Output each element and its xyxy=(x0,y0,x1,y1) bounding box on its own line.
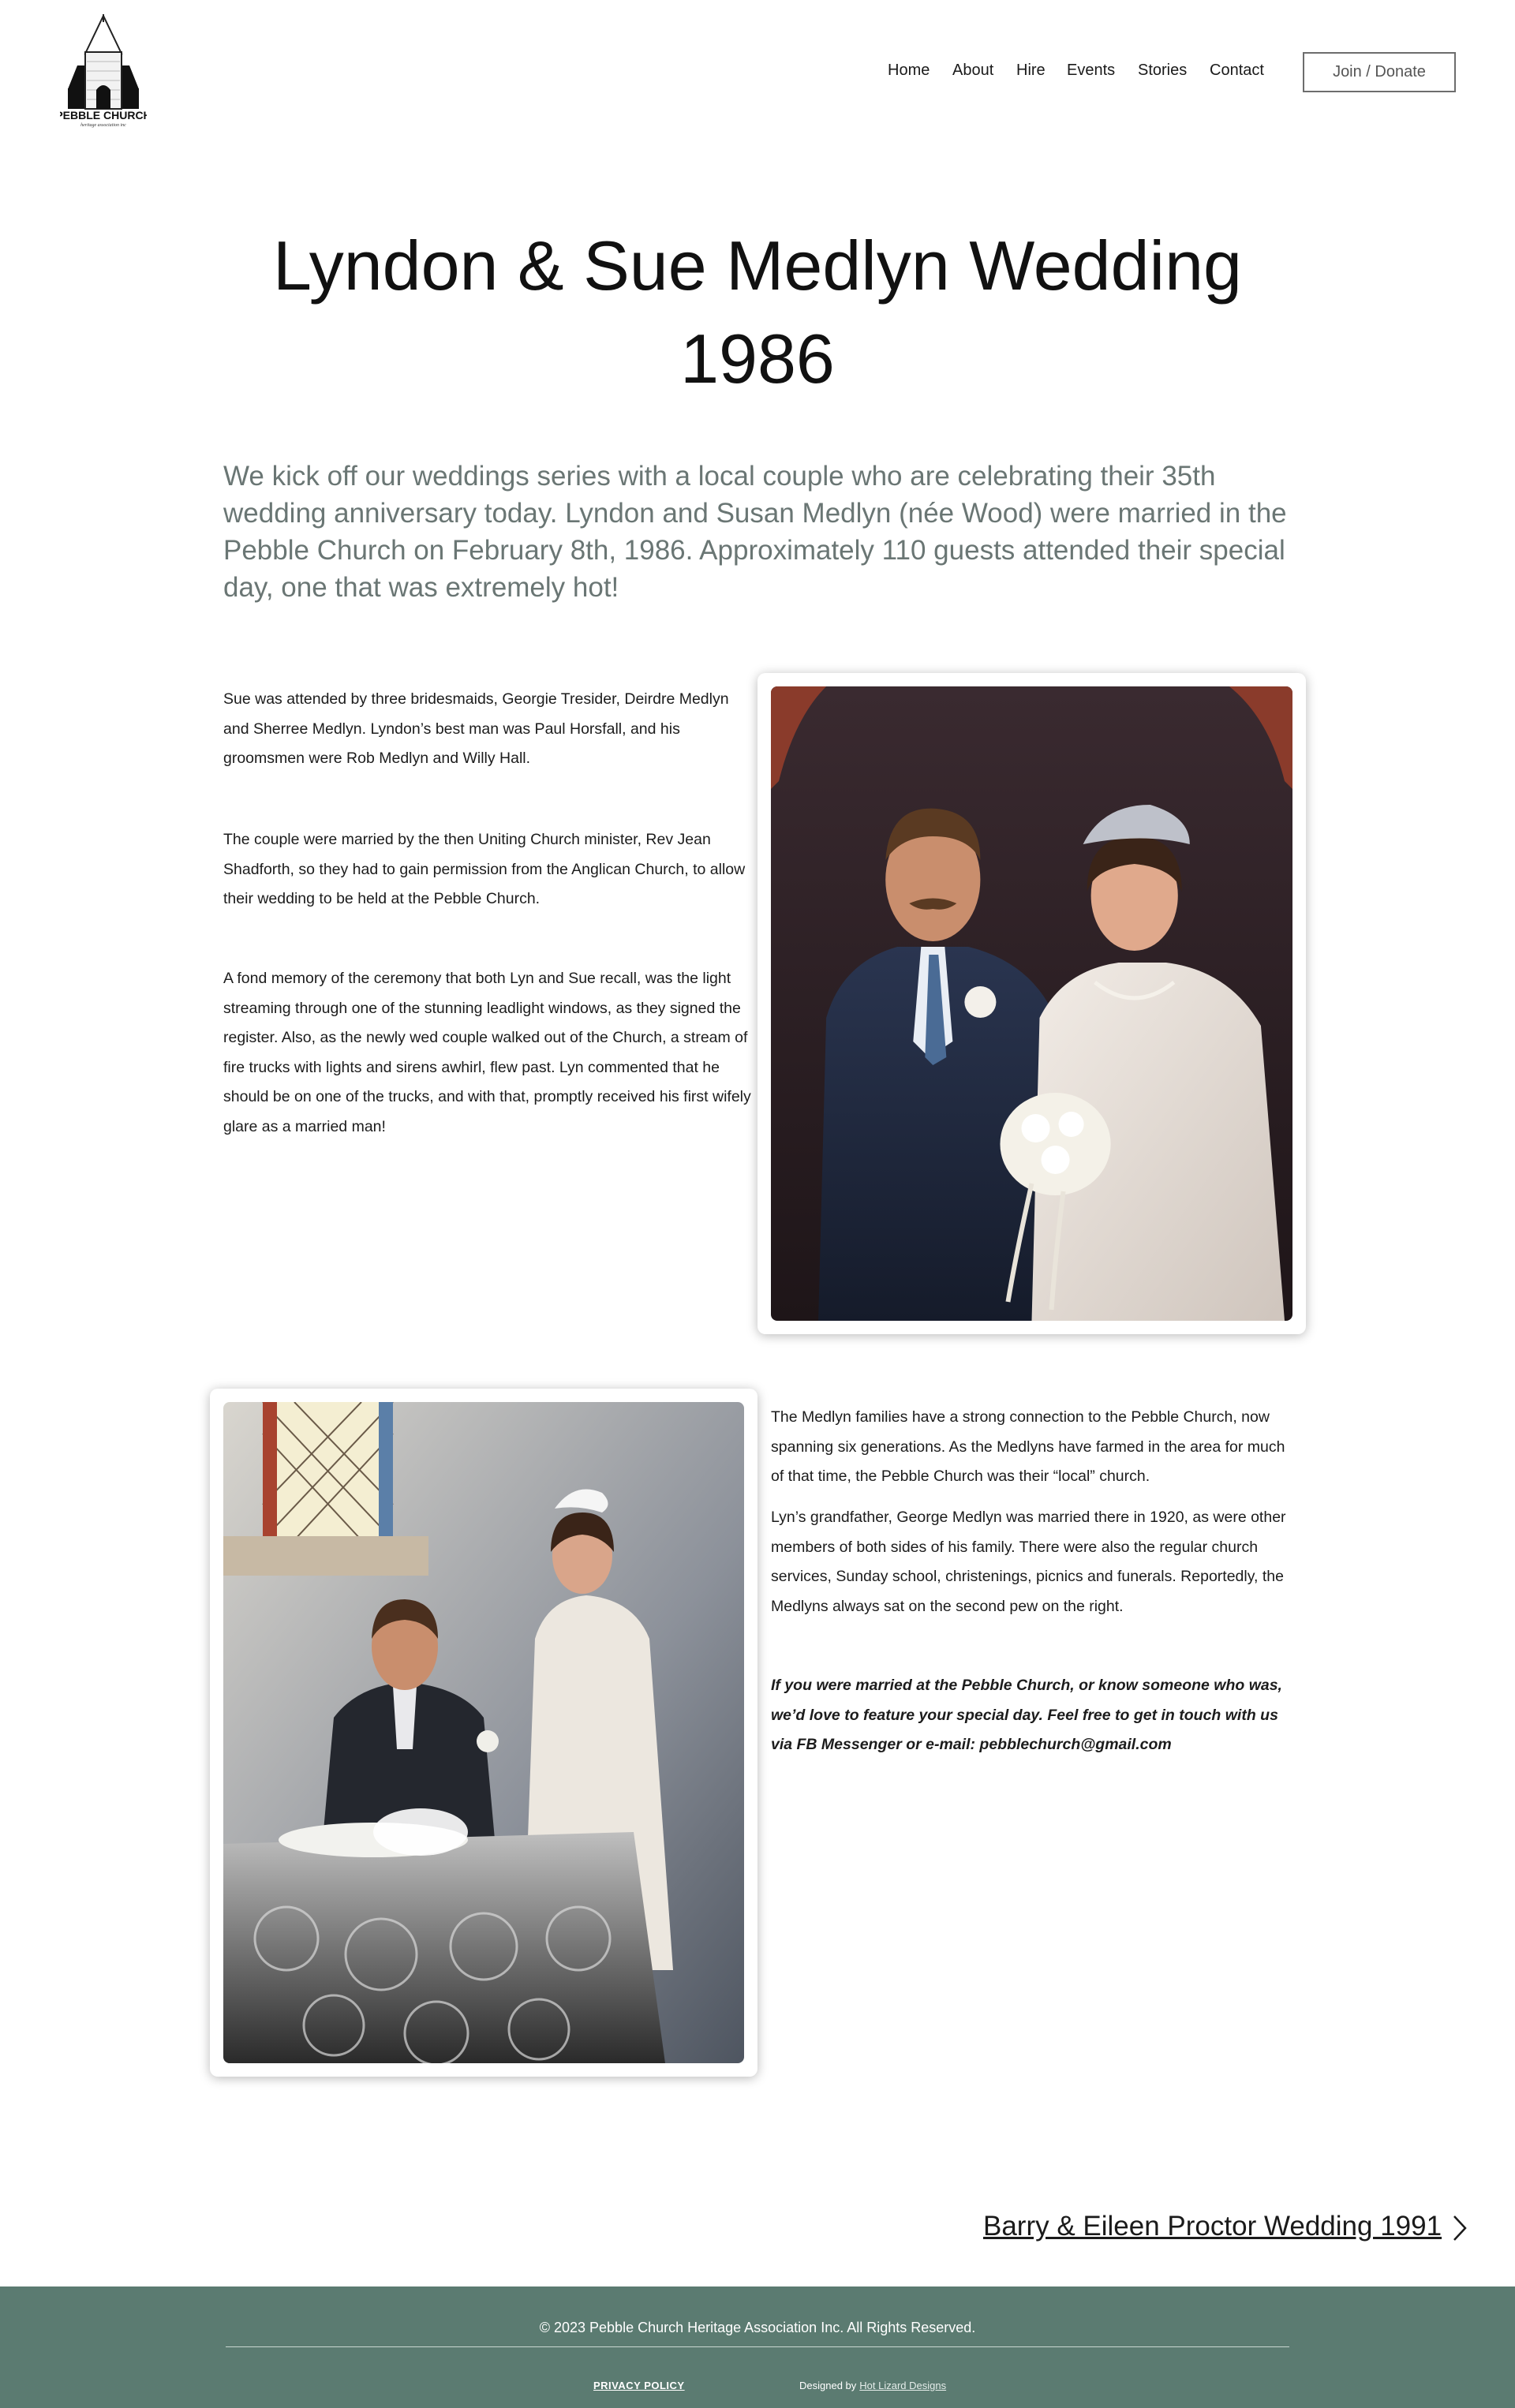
page-title-line-2: 1986 xyxy=(680,320,835,398)
wedding-portrait-photo xyxy=(771,686,1292,1321)
nav-about[interactable]: About xyxy=(952,62,994,79)
ceremony-memory-paragraph: A fond memory of the ceremony that both Lyn and Sue recall, was the light streaming through one of the stunning leadlight windows, as they signed the register. Also, as the newly wed couple walked out of the Church, a stream of fire trucks with lights and sirens awhirl, flew past. Lyn commented that he should be on one of the trucks, and with that, promptly received his first wifely glare as a married man! xyxy=(223,970,751,1135)
register-signing-photo xyxy=(223,1402,744,2063)
footer-divider xyxy=(226,2346,1289,2347)
page-title-line-1: Lyndon & Sue Medlyn Wedding xyxy=(273,226,1242,305)
grandfather-paragraph: Lyn’s grandfather, George Medlyn was married there in 1920, as were other members of both sides of his family. There were also the regular church services, Sunday school, christenings, picnics and funerals. Reportedly, the Medlyns always sat on the second pew on the right. xyxy=(771,1509,1286,1615)
page-title xyxy=(205,219,1310,406)
site-header xyxy=(0,0,1515,142)
wedding-portrait-card xyxy=(758,673,1306,1334)
designer-link[interactable]: Hot Lizard Designs xyxy=(859,2380,947,2391)
privacy-policy-link[interactable]: PRIVACY POLICY xyxy=(593,2380,685,2391)
logo-tagline: heritage association inc xyxy=(80,123,126,128)
chevron-right-icon[interactable] xyxy=(1450,2214,1469,2242)
designed-by-label: Designed by xyxy=(799,2380,857,2391)
logo-wordmark: PEBBLE CHURCH xyxy=(60,109,147,122)
minister-paragraph: The couple were married by the then Uniting Church minister, Rev Jean Shadforth, so they had to gain permission from the Anglican Church, to allow their wedding to be held at the Pebble Church. xyxy=(223,831,746,907)
bridal-party-paragraph: Sue was attended by three bridesmaids, Georgie Tresider, Deirdre Medlyn and Sherree Medlyn. Lyndon’s best man was Paul Horsfall, and his groomsmen were Rob Medlyn and Willy Hall. xyxy=(223,690,729,767)
nav-home[interactable]: Home xyxy=(888,62,930,79)
nav-events[interactable]: Events xyxy=(1067,62,1116,79)
intro-paragraph: We kick off our weddings series with a local couple who are celebrating their 35th wedding anniversary today. Lyndon and Susan Medlyn (née Wood) were married in the Pebble Church on February 8th, 1986. Approximately 110 guests attended their special day, one that was extremely hot! xyxy=(223,461,1287,603)
nav-contact[interactable]: Contact xyxy=(1210,62,1264,79)
register-signing-card xyxy=(210,1389,758,2077)
pebble-church-logo[interactable] xyxy=(60,14,147,129)
nav-stories[interactable]: Stories xyxy=(1138,62,1188,79)
join-donate-button[interactable]: Join / Donate xyxy=(1303,52,1456,92)
site-footer xyxy=(0,2286,1515,2408)
church-logo-icon xyxy=(60,14,147,129)
copyright-text: © 2023 Pebble Church Heritage Association Inc. All Rights Reserved. xyxy=(539,2320,976,2335)
next-post-link[interactable]: Barry & Eileen Proctor Wedding 1991 xyxy=(983,2211,1442,2242)
family-connection-paragraph: The Medlyn families have a strong connection to the Pebble Church, now spanning six generations. As the Medlyns have farmed in the area for much of that time, the Pebble Church was their “local” church. xyxy=(771,1408,1285,1485)
nav-hire[interactable]: Hire xyxy=(1016,62,1046,79)
designer-credit xyxy=(799,2380,946,2391)
feature-invitation-paragraph: If you were married at the Pebble Church, or know someone who was, we’d love to feature your special day. Feel free to get in touch with us via FB Messenger or e-mail: pebblechurch@gmail.com xyxy=(771,1677,1282,1753)
